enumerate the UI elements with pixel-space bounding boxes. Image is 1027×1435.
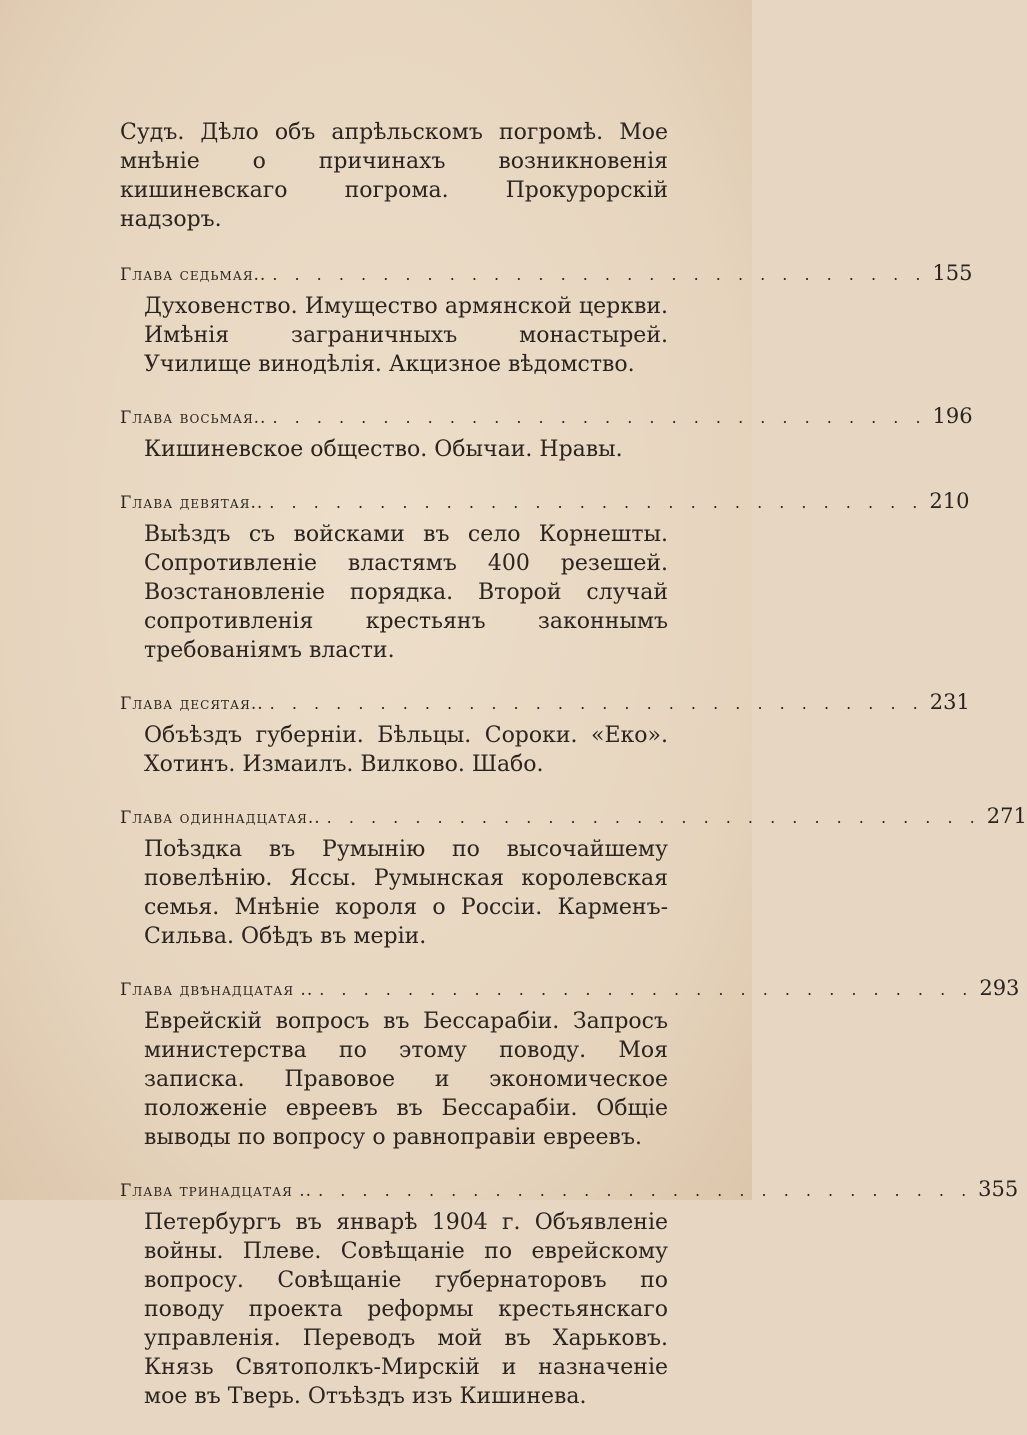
chapter-title: Глава тринадцатая .. [120,1181,313,1201]
page-number: 355 [978,1177,1019,1201]
page-number: 155 [932,261,973,285]
chapter-title: Глава одиннадцатая.. [120,808,321,828]
leader-dots: . . . . . . . . . . . . . . . . . . . . . . . . . . . . . . [272,408,927,427]
chapter-heading [120,689,970,717]
chapter-heading [120,975,1020,1003]
chapter-title: Глава восьмая.. [120,408,267,428]
chapter-10 [120,689,970,779]
page-number: 231 [929,690,970,714]
chapter-heading [120,488,970,516]
page-number: 210 [929,489,970,513]
chapter-title: Глава девятая.. [120,493,264,513]
intro-paragraph: Судъ. Дѣло объ апрѣльскомъ погромѣ. Мое мнѣніе о причинахъ возникновенія кишиневскаго погрома. Прокурорскій надзоръ. [120,120,668,232]
chapter-summary: Поѣздка въ Румынію по высочайшему повелѣнію. Яссы. Румынская королевская семья. Мнѣніе короля о Россіи. Карменъ-Сильва. Обѣдъ въ меріи. [144,837,668,949]
chapter-heading [120,1176,1019,1204]
leader-dots: . . . . . . . . . . . . . . . . . . . . . . . . . . . . . . [269,694,924,713]
chapter-12 [120,975,1020,1152]
leader-dots: . . . . . . . . . . . . . . . . . . . . . . . . . . . . . . [326,808,981,827]
chapter-title: Глава седьмая.. [120,265,267,285]
chapter-heading [120,803,1027,831]
page-number: 196 [932,404,973,428]
chapter-summary: Выѣздъ съ войсками въ село Корнешты. Сопротивленіе властямъ 400 резешей. Возстановленіе порядка. Второй случай сопротивленія крестьянъ законнымъ требованіямъ власти. [144,522,668,663]
chapter-summary: Объѣздъ губерніи. Бѣльцы. Сороки. «Еко». Хотинъ. Измаилъ. Вилково. Шабо. [144,723,668,777]
chapter-summary: Еврейскій вопросъ въ Бессарабіи. Запросъ министерства по этому поводу. Моя записка. Правовое и экономическое положеніе евреевъ въ Бессарабіи. Общіе выводы по вопросу о равноправіи евреевъ. [144,1009,668,1150]
chapter-11 [120,803,1027,951]
leader-dots: . . . . . . . . . . . . . . . . . . . . . . . . . . . . . . [318,1181,973,1200]
chapter-8 [120,403,973,464]
chapter-heading [120,403,973,431]
chapter-title: Глава десятая.. [120,694,264,714]
leader-dots: . . . . . . . . . . . . . . . . . . . . . . . . . . . . . . [319,980,974,999]
chapter-7 [120,260,973,379]
leader-dots: . . . . . . . . . . . . . . . . . . . . . . . . . . . . . . [269,493,924,512]
chapter-summary: Петербургъ въ январѣ 1904 г. Объявленіе войны. Плеве. Совѣщаніе по еврейскому вопросу. Совѣщаніе губернаторовъ по поводу проекта реформы крестьянскаго управленія. Переводъ мой въ Харьковъ. Князь Святополкъ-Мирскій и назначеніе мое въ Тверь. Отъѣздъ изъ Кишинева. [144,1210,668,1409]
table-of-contents [120,118,1027,1435]
chapter-summary: Духовенство. Имущество армянской церкви. Имѣнія заграничныхъ монастырей. Училище винодѣлія. Акцизное вѣдомство. [144,294,668,377]
chapter-summary: Кишиневское общество. Обычаи. Нравы. [144,437,623,462]
page-number: 271 [986,804,1027,828]
chapter-heading [120,260,973,288]
chapter-9 [120,488,970,665]
page-number: 293 [979,976,1020,1000]
chapter-title: Глава двѣнадцатая .. [120,980,314,1000]
chapter-13 [120,1176,1019,1411]
leader-dots: . . . . . . . . . . . . . . . . . . . . . . . . . . . . . . [272,265,927,284]
